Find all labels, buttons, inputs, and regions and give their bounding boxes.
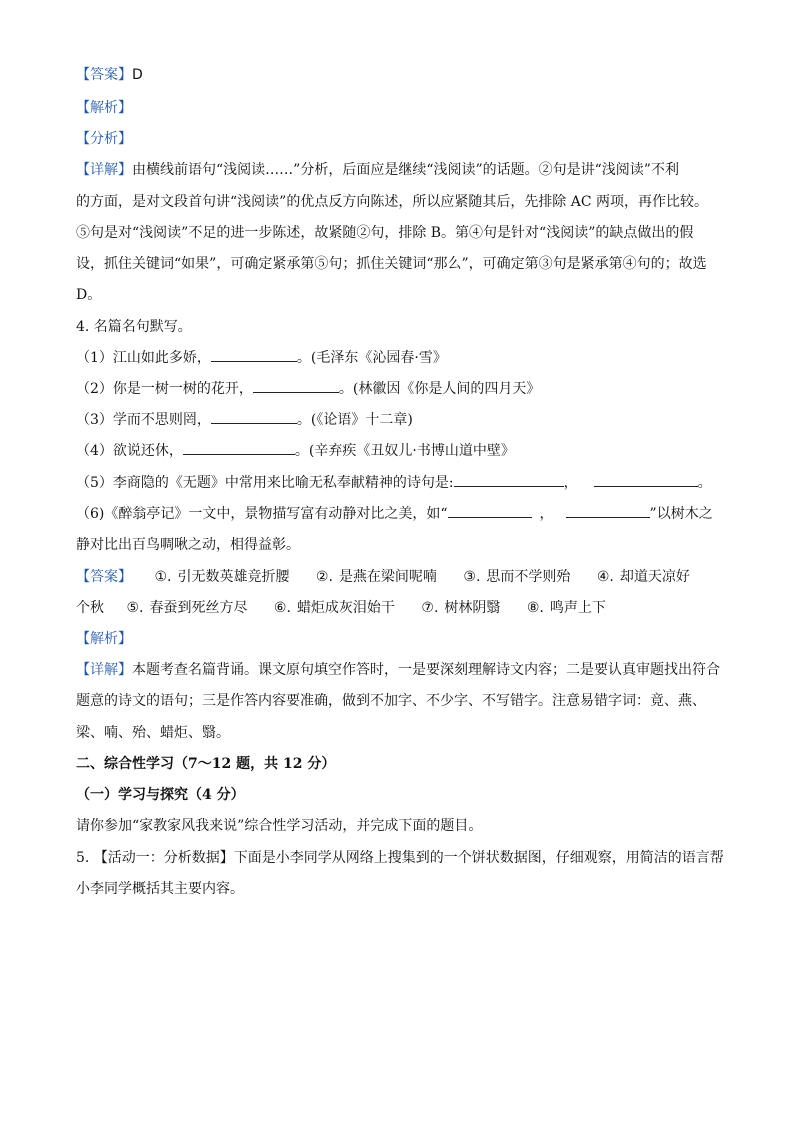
- answer-blank[interactable]: [211, 409, 297, 424]
- comma: ，: [539, 506, 554, 522]
- answer-blank[interactable]: [594, 472, 698, 487]
- item-prefix: （4）欲说还休，: [76, 443, 183, 459]
- q3-detail-text: 由横线前语句“浅阅读……”分析，后面应是继续“浅阅读”的话题。②句是讲“浅阅读”不利: [132, 162, 679, 178]
- q4-item-2: [76, 378, 540, 400]
- answer-blank[interactable]: [448, 503, 532, 518]
- answer-item-1: ①. 引无数英雄竞折腰: [154, 569, 290, 585]
- answer-value: D: [132, 67, 143, 83]
- answer-item-2: ②. 是燕在梁间呢喃: [315, 569, 437, 585]
- xiangjie-tag: 【详解】: [76, 662, 132, 678]
- answer-continuation: 个秋: [76, 600, 104, 616]
- q3-detail-line-5: D。: [76, 287, 102, 303]
- jiexi-tag: 【解析】: [76, 631, 132, 647]
- q3-answer-line: [76, 64, 143, 86]
- q3-detail-line-3: ⑤句是对“浅阅读”不足的进一步陈述，故紧随②句，排除 B。第④句是针对“浅阅读”的缺点做出的假: [76, 225, 694, 241]
- period: 。: [697, 475, 712, 491]
- jiexi-tag: 【解析】: [76, 100, 132, 116]
- item-source: 。(林徽因《你是人间的四月天》: [338, 381, 541, 397]
- item-prefix: （6)《醉翁亭记》一文中，景物描写富有动静对比之美，如“: [76, 506, 448, 522]
- q3-detail-line-4: 设，抓住关键词“如果”，可确定紧承第⑤句；抓住关键词“那么”，可确定第③句是紧承第④句的；故选: [76, 256, 707, 272]
- answer-blank[interactable]: [566, 503, 650, 518]
- q4-detail-line-1: [76, 659, 720, 681]
- fenxi-tag: 【分析】: [76, 131, 132, 147]
- q4-answer-line-2: [76, 597, 628, 619]
- answer-blank[interactable]: [454, 472, 564, 487]
- answer-item-4: ④. 却道天凉好: [596, 569, 690, 585]
- item-source: 。(毛泽东《沁园春·雪》: [296, 350, 447, 366]
- answer-item-7: ⑦. 树林阴翳: [421, 600, 501, 616]
- answer-item-3: ③. 思而不学则殆: [463, 569, 571, 585]
- q4-answer-line-1: [76, 566, 690, 588]
- answer-item-8: ⑧. 鸣声上下: [526, 600, 606, 616]
- q5-prompt-line-1: 5. 【活动一：分析数据】下面是小李同学从网络上搜集到的一个饼状数据图，仔细观察，用简洁的语言帮: [76, 850, 724, 866]
- item-suffix: ”以树木之: [649, 506, 713, 522]
- q4-item-3: [76, 409, 413, 431]
- q3-detail-line-1: [76, 159, 679, 181]
- item-source: 。(辛弃疾《丑奴儿·书博山道中壁》: [294, 443, 515, 459]
- xiangjie-tag: 【详解】: [76, 162, 132, 178]
- q4-detail-line-3: 梁、喃、殆、蜡炬、翳。: [76, 725, 230, 741]
- comma: ，: [563, 475, 578, 491]
- answer-item-6: ⑥. 蜡炬成灰泪始干: [273, 600, 395, 616]
- item-prefix: （3）学而不思则罔，: [76, 412, 211, 428]
- answer-tag: 【答案】: [76, 67, 132, 83]
- item-prefix: （2）你是一树一树的花开，: [76, 381, 253, 397]
- answer-blank[interactable]: [253, 378, 339, 393]
- q4-item-5: [76, 472, 712, 494]
- q4-item-1: [76, 347, 447, 369]
- answer-item-5: ⑤. 春蚕到死丝方尽: [126, 600, 248, 616]
- q4-detail-line-2: 题意的诗文的语句；三是作答内容要准确，做到不加字、不少字、不写错字。注意易错字词：竟、燕、: [76, 693, 706, 709]
- q4-item-6-cont: 静对比出百鸟啁啾之动，相得益彰。: [76, 537, 300, 553]
- item-source: 。(《论语》十二章): [296, 412, 413, 428]
- answer-tag: 【答案】: [76, 569, 132, 585]
- section-heading: 二、综合性学习（7～12 题，共 12 分）: [76, 756, 336, 772]
- item-prefix: （1）江山如此多娇，: [76, 350, 211, 366]
- sub-section-heading: （一）学习与探究（4 分）: [76, 787, 245, 803]
- answer-blank[interactable]: [183, 440, 295, 455]
- item-prefix: （5）李商隐的《无题》中常用来比喻无私奉献精神的诗句是:: [76, 475, 454, 491]
- q4-item-4: [76, 440, 515, 462]
- q5-prompt-line-2: 小李同学概括其主要内容。: [76, 881, 244, 897]
- q3-detail-line-2: 的方面，是对文段首句讲“浅阅读”的优点反方向陈述，所以应紧随其后，先排除 AC 两项，再作比较。: [76, 194, 709, 210]
- q4-title: 4. 名篇名句默写。: [76, 319, 192, 335]
- answer-blank[interactable]: [211, 347, 297, 362]
- section-intro: 请你参加“家教家风我来说”综合性学习活动，并完成下面的题目。: [76, 818, 483, 834]
- q4-item-6: [76, 503, 713, 525]
- q4-detail-text: 本题考查名篇背诵。课文原句填空作答时，一是要深刻理解诗文内容；二是要认真审题找出符合: [132, 662, 720, 678]
